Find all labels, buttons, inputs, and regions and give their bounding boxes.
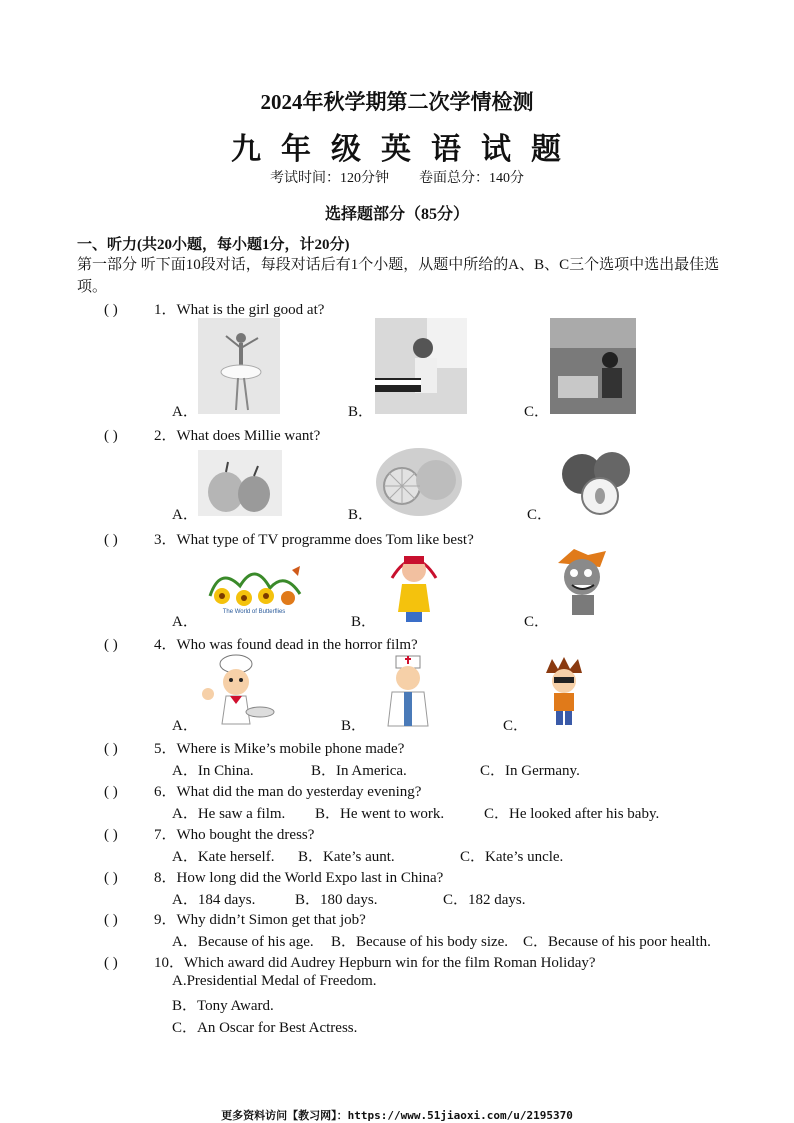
option-b: B．Kate’s aunt. — [298, 849, 395, 865]
exam-meta — [0, 167, 794, 187]
option-label: A． — [172, 404, 198, 420]
question-text: Where is Mike’s mobile phone made? — [176, 741, 405, 757]
question-2: ( ) 2．What does Millie want? — [104, 428, 321, 444]
picture-caption: The World of Butterflies — [222, 609, 286, 615]
option-a: A．In China. — [172, 763, 254, 779]
doctor-cartoon-image — [378, 652, 438, 728]
spiky-hair-boy-image — [540, 655, 588, 727]
option-b: B．He went to work. — [315, 806, 445, 822]
option-a: A．Kate herself. — [172, 849, 275, 865]
option-label: B． — [341, 718, 367, 734]
option-b: B．In America. — [311, 763, 407, 779]
option-c: C．Kate’s uncle. — [460, 849, 564, 865]
option-label: A． — [172, 718, 198, 734]
option-label: C． — [524, 404, 550, 420]
option-c: C．182 days. — [443, 892, 526, 908]
piano-girl-image — [375, 318, 467, 414]
question-5: ( ) 5．Where is Mike’s mobile phone made? — [104, 741, 405, 757]
listening-title: 一、听力(共20小题，每小题1分，计20分) — [77, 237, 350, 253]
question-text: Who was found dead in the horror film? — [176, 637, 418, 653]
exam-time: 考试时间：120分钟 — [270, 171, 389, 186]
peking-opera-image — [386, 548, 442, 624]
butterfly-flowers-image — [200, 556, 308, 616]
option-a: A.Presidential Medal of Freedom. — [172, 973, 377, 989]
option-label: C． — [524, 614, 550, 630]
exam-title-line1: 2024年秋学期第二次学情检测 — [260, 90, 534, 114]
question-6: ( ) 6．What did the man do yesterday evening? — [104, 784, 422, 800]
question-text: What does Millie want? — [176, 428, 321, 444]
option-label: C． — [503, 718, 529, 734]
question-4: ( ) 4．Who was found dead in the horror film? — [104, 637, 418, 653]
option-label: A． — [172, 614, 198, 630]
question-3: ( ) 3．What type of TV programme does Tom like best? — [104, 532, 474, 548]
question-9: ( ) 9．Why didn’t Simon get that job? — [104, 912, 366, 928]
question-10: ( ) 10．Which award did Audrey Hepburn win for the film Roman Holiday? — [104, 955, 596, 971]
question-7: ( ) 7．Who bought the dress? — [104, 827, 315, 843]
listening-instruction: 第一部分 听下面10段对话，每段对话后有1个小题，从题中所给的A、B、C三个选项中选出最佳选项。 — [77, 257, 720, 295]
option-c: C．He looked after his baby. — [484, 806, 660, 822]
question-text: What type of TV programme does Tom like best? — [176, 532, 474, 548]
grey-wolf-cartoon-image — [552, 545, 614, 625]
section-heading: 选择题部分（85分） — [324, 206, 469, 223]
option-label: C． — [527, 507, 553, 523]
cooking-woman-image — [550, 318, 636, 414]
option-a: A．He saw a film. — [172, 806, 286, 822]
pears-image — [198, 450, 282, 516]
oranges-image — [376, 448, 462, 516]
option-c: C．Because of his poor health. — [523, 934, 711, 950]
exam-title-line2: 九年级英语试题 — [231, 133, 581, 166]
option-b: B．Because of his body size. — [331, 934, 509, 950]
option-label: B． — [351, 614, 377, 630]
option-c: C．An Oscar for Best Actress. — [172, 1020, 358, 1036]
option-label: B． — [348, 507, 374, 523]
apples-image — [556, 446, 636, 516]
option-a: A．Because of his age. — [172, 934, 314, 950]
footer-link[interactable]: 更多资料访问【教习网】：https://www.51jiaoxi.com/u/2195370 — [221, 1109, 573, 1122]
chef-cartoon-image — [196, 654, 278, 728]
question-text: What did the man do yesterday evening? — [176, 784, 422, 800]
question-text: What is the girl good at? — [176, 302, 325, 318]
question-8: ( ) 8．How long did the World Expo last in China? — [104, 870, 444, 886]
question-1: ( ) 1．What is the girl good at? — [104, 302, 325, 318]
option-a: A．184 days. — [172, 892, 256, 908]
option-label: B． — [348, 404, 374, 420]
ballet-dancer-image — [198, 318, 280, 414]
option-c: C．In Germany. — [480, 763, 580, 779]
option-b: B．Tony Award. — [172, 998, 274, 1014]
option-b: B．180 days. — [295, 892, 378, 908]
question-text: Who bought the dress? — [176, 827, 315, 843]
exam-score: 卷面总分：140分 — [419, 171, 524, 186]
option-label: A． — [172, 507, 198, 523]
question-text: Why didn’t Simon get that job? — [176, 912, 366, 928]
question-text: Which award did Audrey Hepburn win for the film Roman Holiday? — [184, 955, 596, 971]
question-text: How long did the World Expo last in China? — [176, 870, 444, 886]
